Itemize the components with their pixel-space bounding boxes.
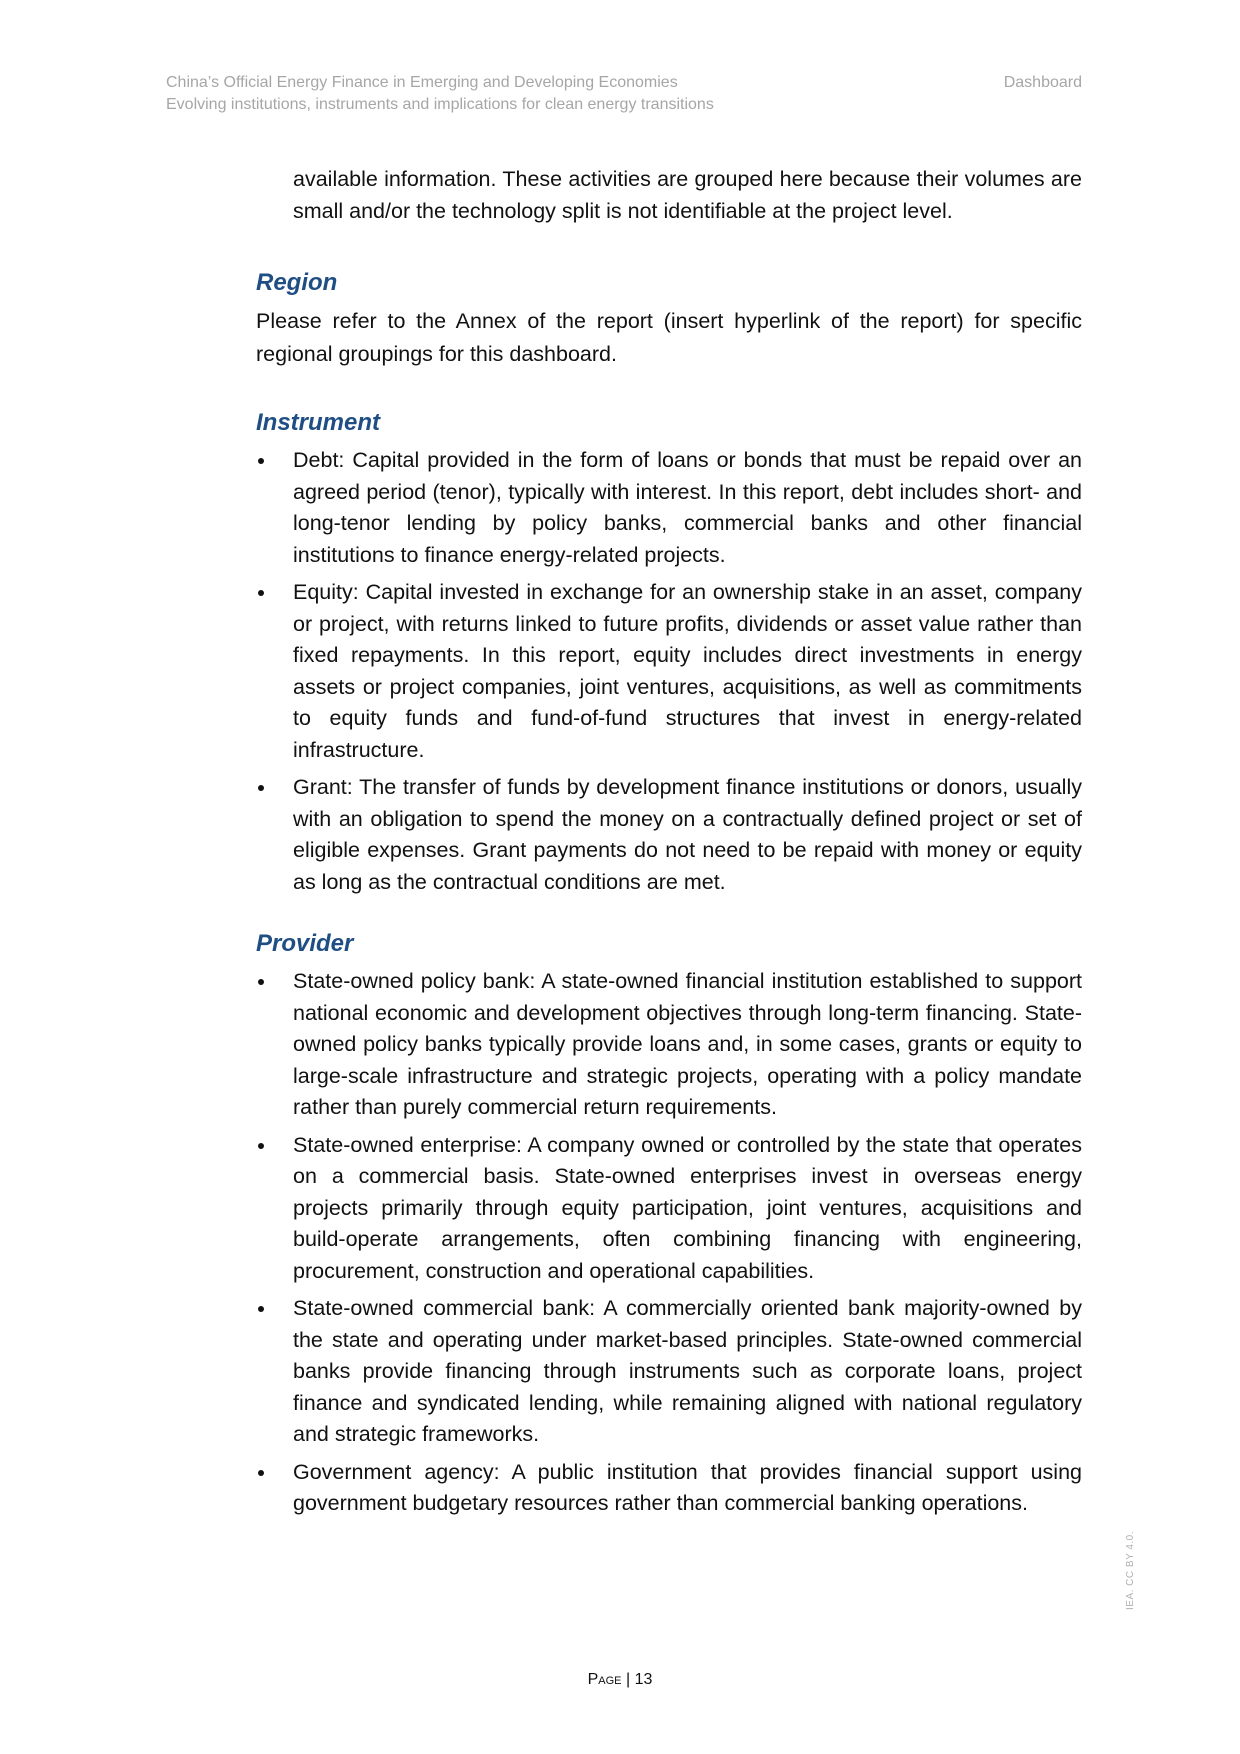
region-heading: Region xyxy=(256,269,338,296)
bullet-icon xyxy=(258,1143,264,1149)
header-title-line2: Evolving institutions, instruments and implications for clean energy transitions xyxy=(166,96,714,113)
bullet-icon xyxy=(258,1306,264,1312)
page-footer xyxy=(0,1671,1240,1689)
list-item xyxy=(256,577,1082,766)
list-item-text: Government agency: A public institution that provides financial support using government budgetary resources rather than commercial banking operations. xyxy=(293,1459,1082,1515)
list-item-text: State-owned policy bank: A state-owned financial institution established to support national economic and development objectives through long-term financing. State-owned policy banks typically provide loans and, in some cases, grants or equity to large-scale infrastructure and strategic projects, operating with a policy mandate rather than purely commercial return requirements. xyxy=(293,969,1082,1119)
provider-list xyxy=(256,966,1082,1520)
instrument-heading: Instrument xyxy=(256,409,381,436)
bullet-icon xyxy=(258,590,264,596)
page-separator: | xyxy=(625,1671,631,1688)
list-item-text: State-owned commercial bank: A commercially oriented bank majority-owned by the state and operating under market-based principles. State-owned commercial banks provide financing through instruments such as corporate loans, project finance and syndicated lending, while remaining aligned with national regulatory and strategic frameworks. xyxy=(293,1296,1082,1446)
bullet-icon xyxy=(258,1470,264,1476)
page-body xyxy=(256,163,1082,1526)
list-item xyxy=(256,1130,1082,1288)
list-item-text: Equity: Capital invested in exchange for an ownership stake in an asset, company or project, with returns linked to future profits, dividends or asset value rather than fixed repayments. In this report, equity includes direct investments in energy assets or project companies, joint ventures, acquisitions, as well as commitments to equity funds and fund-of-fund structures that invest in energy-related infrastructure. xyxy=(293,580,1082,762)
list-item-text: Grant: The transfer of funds by development finance institutions or donors, usually with an obligation to spend the money on a contractually defined project or set of eligible expenses. Grant payments do not need to be repaid with money or equity as long as the contractual conditions are met. xyxy=(293,775,1082,894)
provider-heading: Provider xyxy=(256,930,354,957)
bullet-icon xyxy=(258,458,264,464)
list-item-text: Debt: Capital provided in the form of loans or bonds that must be repaid over an agreed period (tenor), typically with interest. In this report, debt includes short- and long-tenor lending by policy banks, commercial banks and other financial institutions to finance energy-related projects. xyxy=(293,448,1082,567)
list-item-text: State-owned enterprise: A company owned or controlled by the state that operates on a commercial basis. State-owned enterprises invest in overseas energy projects primarily through equity participation, joint ventures, acquisitions and build-operate arrangements, often combining financing with engineering, procurement, construction and operational capabilities. xyxy=(293,1132,1082,1283)
header-section-label: Dashboard xyxy=(1003,74,1082,91)
header-title-line1: China’s Official Energy Finance in Emerging and Developing Economies xyxy=(166,74,678,91)
page-number: 13 xyxy=(634,1671,653,1688)
continuation-paragraph: available information. These activities are grouped here because their volumes are small and/or the technology split is not identifiable at the project level. xyxy=(293,167,1082,223)
list-item xyxy=(256,1457,1082,1520)
instrument-list xyxy=(256,445,1082,898)
running-header xyxy=(166,72,1082,116)
list-item xyxy=(256,445,1082,571)
list-item xyxy=(256,1293,1082,1451)
bullet-icon xyxy=(258,979,264,985)
list-item xyxy=(256,772,1082,898)
list-item xyxy=(256,966,1082,1124)
bullet-icon xyxy=(258,785,264,791)
region-paragraph: Please refer to the Annex of the report (insert hyperlink of the report) for specific regional groupings for this dashboard. xyxy=(256,309,1082,366)
page-label: Page xyxy=(587,1671,622,1688)
license-note: IEA. CC BY 4.0. xyxy=(1125,1530,1136,1610)
